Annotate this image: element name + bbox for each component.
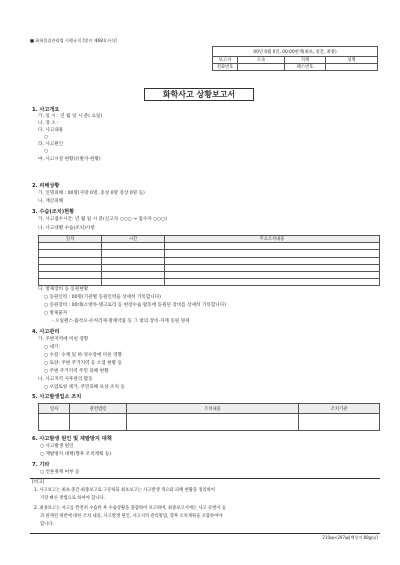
remarks-divider bbox=[30, 478, 380, 479]
col-time: 시간 bbox=[102, 236, 165, 243]
table-row bbox=[39, 264, 380, 271]
section-2-title: 2. 피해상황 bbox=[32, 183, 60, 189]
section-6-title: 6. 사고발생 원인 및 재발방지 대책 bbox=[32, 436, 112, 442]
table-row bbox=[39, 250, 380, 257]
report-received-time: 가. 사고접수시간: 년 월 일 시 분(신고자 ○○○ → 접수자 ○○○) bbox=[38, 217, 167, 222]
facility-actions-table bbox=[38, 403, 380, 431]
section-1-title: 1. 사고개요 bbox=[32, 107, 60, 113]
remark-1-line-2: 가장 빠른 방법으로 하여야 합니다. bbox=[40, 496, 105, 501]
facility-status: 마. 사고시설 현황(유발자·현황) bbox=[38, 157, 101, 162]
col-date: 일자 bbox=[39, 236, 102, 243]
section-7-title: 7. 기타 bbox=[32, 462, 50, 468]
table-row bbox=[39, 279, 380, 286]
mobilized-personnel: ○ 동원인력 : 00명(기관별 동원인력을 상세히 기록합니다) bbox=[44, 295, 161, 300]
remark-2-line-1: 2. 최종보고는 사고를 완전히 수습한 후 수습상황을 종합하여 보고하며, 최종보고서에는 사고 유발자 등 bbox=[34, 506, 227, 511]
phone-value[interactable] bbox=[238, 64, 285, 71]
section-4-title: 4. 사고관리 bbox=[32, 329, 60, 335]
reporter-label: 보고자 bbox=[213, 57, 238, 64]
property-damage: 나. 재산피해 bbox=[38, 199, 64, 204]
col-action-agency: 조치기관 bbox=[299, 404, 380, 414]
casualties: 가. 인명피해 : 00명(사망 0명, 중상 0명 경상 0명 등) bbox=[38, 191, 145, 196]
impact-air: ○ 대기: bbox=[44, 345, 60, 350]
fax-value[interactable] bbox=[326, 64, 378, 71]
name-label: 성명 bbox=[326, 57, 378, 64]
accident-content-bullet: ○ bbox=[44, 135, 49, 140]
accident-cause-item: ○ 사고발생 원인 bbox=[40, 444, 74, 449]
post-management-detail: ○ 오염토양 제거, 주민피해 보상 조치 등 bbox=[44, 385, 125, 390]
remark-2-line-3: 합니다. bbox=[40, 522, 54, 527]
remarks-label: [비고] bbox=[32, 480, 45, 485]
post-management-label: 나. 사고지역 사후관리 활동 bbox=[38, 377, 93, 382]
col-date: 일자 bbox=[39, 404, 70, 414]
accident-content-label: 다. 사고내용 bbox=[38, 128, 64, 133]
col-main-actions: 주요조치내용 bbox=[165, 236, 380, 243]
impact-soil: ○ 토양: 주변 주거지역 등 오염 현황 등 bbox=[44, 361, 122, 366]
reporter-meta-table bbox=[212, 46, 378, 71]
accident-datetime: 가. 일 시 : 년 월 일 시 분( 요일) bbox=[38, 114, 103, 119]
impact-residents: ○ 주변 주거지역 주민 피해 현황 bbox=[44, 369, 109, 374]
equipment-mobilization-label: 다. 방제장비 등 동원현황 bbox=[38, 287, 89, 292]
remark-1-line-1: 1. 사고보고는 최초·중간·최종보고로 구분하되 최초보고는 사고발생 개요와 피해 현황을 정리하여 bbox=[34, 488, 216, 493]
position-label: 직책 bbox=[285, 57, 326, 64]
table-row bbox=[39, 271, 380, 278]
control-materials-detail: - 오일펜스·흡착포·유처리제·방제약품 등 그 밖의 장비·자재 동원 명세 bbox=[52, 319, 190, 324]
accident-location: 나. 장 소 : bbox=[38, 121, 59, 126]
table-row bbox=[39, 243, 380, 250]
accident-cause-label: 라. 사고원인 bbox=[38, 142, 64, 147]
impact-water: ○ 수질: 수계 및 하·경수장에 미친 영향 bbox=[44, 353, 122, 358]
document-title: 화학사고 상황보고서 bbox=[144, 88, 254, 101]
section-5-title: 5. 사고발생업소 조치 bbox=[32, 394, 82, 400]
phone-label: 전화번호 bbox=[213, 64, 238, 71]
table-row bbox=[39, 414, 380, 431]
response-actions-label: 나. 사고대별 수습(조치)사항 bbox=[38, 226, 95, 231]
section-3-title: 3. 수습(조치)현황 bbox=[32, 209, 75, 215]
control-materials: ○ 방제물자 bbox=[44, 311, 68, 316]
remark-2-line-2: 과 관계된 위반에 대한 조치 내용, 사고발생 원인, 사고지역 관리방법, 향후 조치계획을 포함하여야 bbox=[40, 514, 223, 519]
report-datetime: 00년 0월 0일, 00:00현재(최초, 중간, 최종) bbox=[213, 47, 378, 57]
footer-divider bbox=[30, 533, 380, 534]
fax-label: 팩스번호 bbox=[285, 64, 326, 71]
response-actions-table bbox=[38, 235, 380, 286]
form-header-note: ■ 화학물질관리법 시행규칙 [별지 제68호서식] bbox=[30, 38, 117, 43]
col-related-law: 관련법령 bbox=[70, 404, 127, 414]
col-action-content: 조치내용 bbox=[127, 404, 299, 414]
affiliation-label: 소속 bbox=[238, 57, 285, 64]
prevention-measures-item: ○ 재발방지 대책(향후 조치계획 등) bbox=[40, 452, 112, 457]
accident-cause-bullet: ○ bbox=[44, 149, 49, 154]
paper-size-note: 210㎜×297㎜[백상지 80g/㎡] bbox=[322, 535, 378, 540]
table-row bbox=[39, 257, 380, 264]
media-coverage-item: ○ 언론취재 여부 등 bbox=[40, 470, 80, 475]
surrounding-impact-label: 가. 주변지역에 미친 영향 bbox=[38, 337, 89, 342]
mobilized-equipment: ○ 동원장비 : 00대(소방차·탱크로리 등 현장수습 활동에 동원된 장비를 상세히 기록합니다) bbox=[44, 303, 226, 308]
